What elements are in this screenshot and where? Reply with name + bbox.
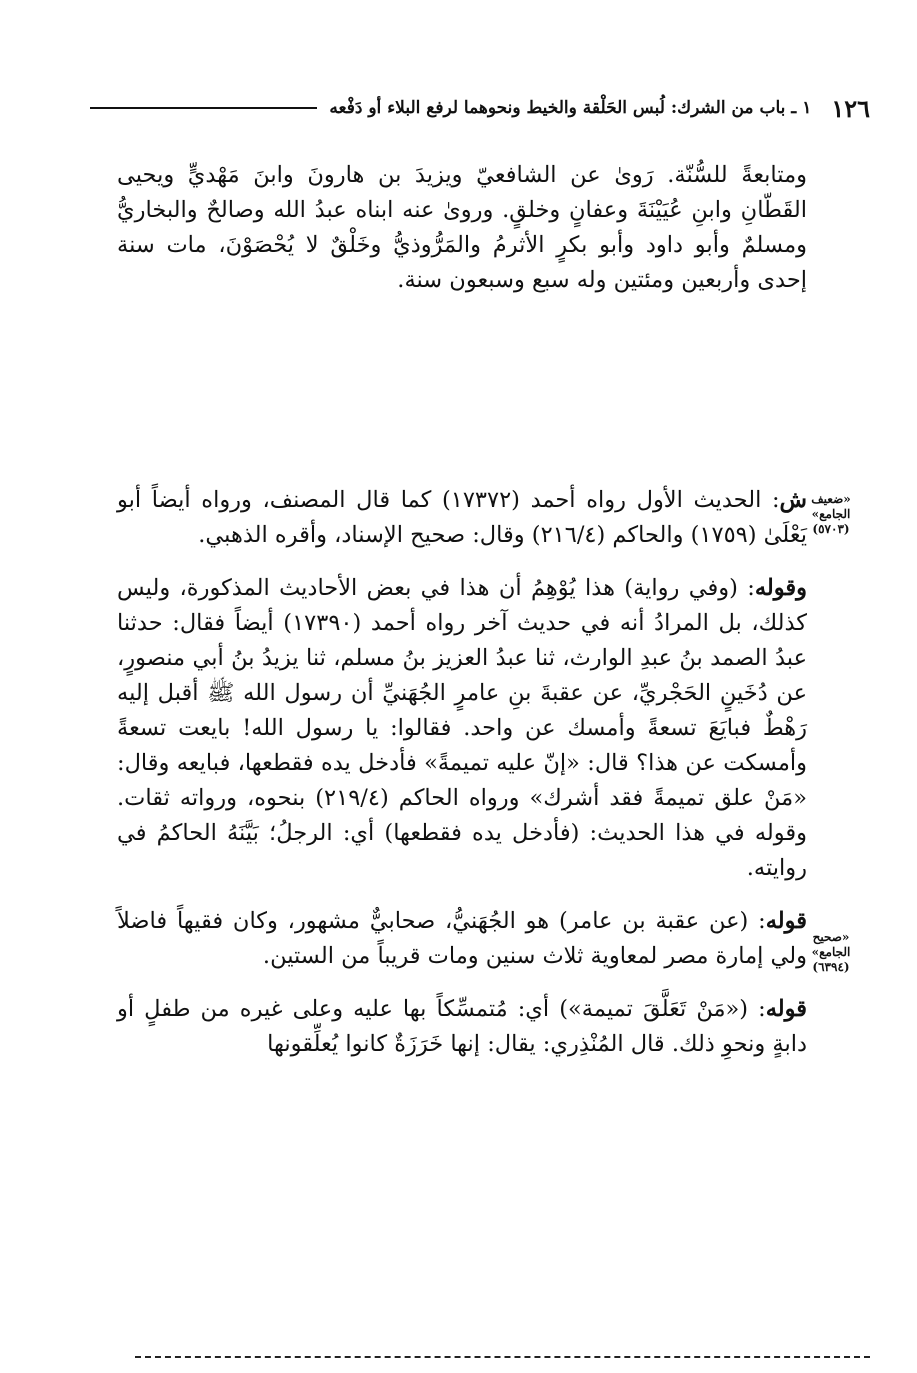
paragraph-lead: وقوله	[754, 575, 807, 601]
commentary-paragraph-2	[117, 571, 807, 886]
commentary-paragraph-4	[117, 992, 807, 1062]
margin-note-sahih: «صحيح الجامع» (٦٣٩٤)	[811, 930, 851, 974]
commentary-paragraph-3	[117, 904, 807, 974]
paragraph-text: : (عن عقبة بن عامر) هو الجُهَنيُّ، صحابيٌّ مشهور، وكان فقيهاً فاضلاً ولي إمارة مصر لمعاوية ثلاث سنين ومات قريباً من الستين.	[117, 908, 807, 969]
paragraph-text: : (وفي رواية) هذا يُوْهِمُ أن هذا في بعض الأحاديث المذكورة، وليس كذلك، بل المرادُ أنه في حديث آخر رواه أحمد (١٧٣٩٠) أيضاً فقال: حدثنا عبدُ الصمد بنُ عبدِ الوارث، ثنا عبدُ العزيز بنُ مسلم، ثنا يزيدُ بنُ أبي منصورٍ، عن دُخَينٍ الحَجْريِّ، عن عقبةَ بنِ عامرٍ الجُهَنيِّ أن رسول الله ﷺ أقبل إليه رَهْطٌ فبايَعَ تسعةً وأمسك عن واحد. فقالوا: يا رسول الله! بايعت تسعةً وأمسكت عن هذا؟ قال: «إنّ عليه تميمةً» فأدخل يده فقطعها، فبايعه وقال: «مَنْ علق تميمةً فقد أشرك» ورواه الحاكم (٢١٩/٤) بنحوه، ورواته ثقات. وقوله في هذا الحديث: (فأدخل يده فقطعها) أي: الرجلُ؛ بَيَّنَهُ الحاكمُ في روايته.	[117, 575, 807, 881]
paragraph-lead: ش	[779, 487, 807, 513]
paragraph-text: : («مَنْ تَعَلَّقَ تميمة») أي: مُتمسِّكاً بها عليه وعلى غيره من طفلٍ أو دابةٍ ونحوِ ذلك. قال المُنْذِري: يقال: إنها خَرَزَةٌ كانوا يُعلِّقونها	[117, 996, 807, 1057]
paragraph-lead: قوله	[765, 908, 807, 934]
commentary-paragraph-1	[117, 483, 807, 553]
paragraph-lead: قوله	[765, 996, 807, 1022]
intro-paragraph: ومتابعةً للسُّنّة. رَوىٰ عن الشافعيّ ويزيدَ بن هارونَ وابنَ مَهْديٍّ ويحيى القَطّانِ وابنِ عُيَيْنَةَ وعفانٍ وخلقٍ. وروىٰ عنه ابناه عبدُ الله وصالحٌ والبخاريُّ ومسلمٌ وأبو داود وأبو بكرٍ الأثرمُ والمَرُّوذيُّ وخَلْقٌ لا يُحْصَوْنَ، مات سنة إحدى وأربعين ومئتين وله سبع وسبعون سنة.	[117, 162, 807, 293]
footer-rule	[135, 1356, 870, 1358]
paragraph-text: : الحديث الأول رواه أحمد (١٧٣٧٢) كما قال المصنف، ورواه أيضاً أبو يَعْلَىٰ (١٧٥٩) والحاكم (٢١٦/٤) وقال: صحيح الإسناد، وأقره الذهبي.	[117, 487, 807, 548]
margin-note-weak: «ضعيف الجامع» (٥٧٠٣)	[811, 492, 851, 536]
page-number: ١٢٦	[831, 93, 870, 123]
header-rule	[90, 107, 317, 109]
running-title: ١ ـ باب من الشرك: لُبس الحَلْقة والخيط ونحوهما لرفع البلاء أو دَفْعه	[329, 98, 812, 118]
intro-block	[117, 158, 807, 316]
commentary-block	[117, 483, 807, 1080]
page-header	[90, 88, 870, 128]
